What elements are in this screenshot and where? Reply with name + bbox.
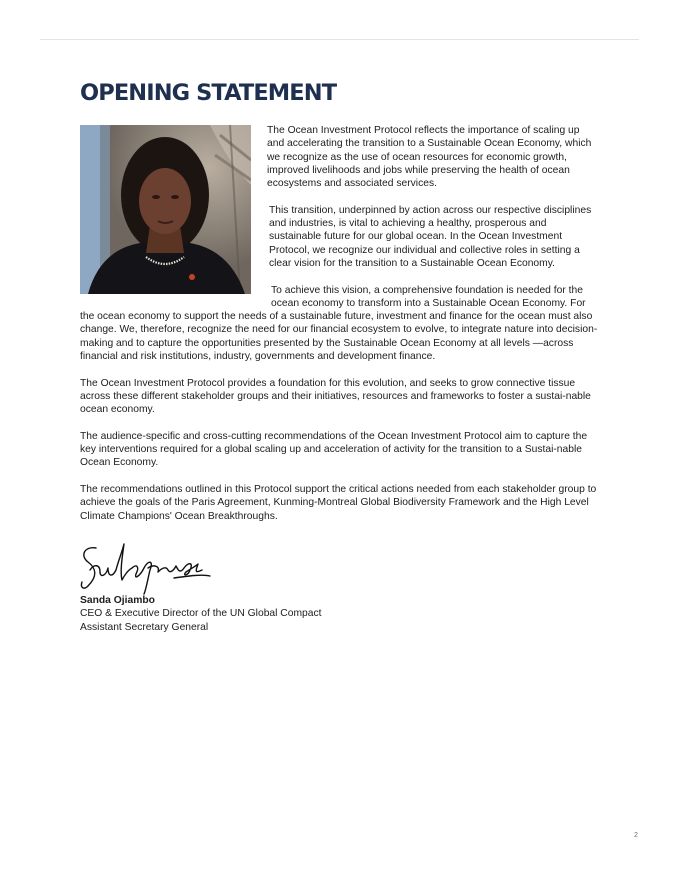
- signer-block: [80, 594, 322, 634]
- intro-text: [267, 124, 599, 310]
- page-title: OPENING STATEMENT: [80, 80, 337, 106]
- top-divider: [40, 39, 639, 40]
- signer-name: Sanda Ojiambo: [80, 595, 155, 606]
- signer-title: Assistant Secretary General: [80, 621, 209, 633]
- paragraph-3-continued: the ocean economy to support the needs of a sustainable future, investment and finance for the ocean must also change. We, therefore, recognize the need for our financial ecosystem to evolve, to integrate nature into decision-making and to capture the opportunities presented by the Sustainable Ocean Economy at all levels —across financial and risk institutions, industry, governments and development finance.: [80, 311, 598, 362]
- paragraph-6: The recommendations outlined in this Protocol support the critical actions needed from each stakeholder group to achieve the goals of the Paris Agreement, Kunming-Montreal Global Biodiversity Framework and the High Level Climate Champions' Ocean Breakthroughs.: [80, 484, 597, 522]
- handwritten-signature: [78, 540, 214, 595]
- portrait-photo: [80, 125, 251, 294]
- page-number: 2: [634, 832, 638, 839]
- paragraph-4: The Ocean Investment Protocol provides a foundation for this evolution, and seeks to grow connective tissue across these different stakeholder groups and their initiatives, resources and frameworks to foster a sustai-nable ocean economy.: [80, 377, 591, 416]
- paragraph-3-start: To achieve this vision, a comprehensive foundation is needed for the ocean economy to transform into a Sustainable Ocean Economy. For: [271, 284, 586, 310]
- signer-role: CEO & Executive Director of the UN Global Compact: [80, 608, 322, 620]
- paragraph-5: The audience-specific and cross-cutting recommendations of the Ocean Investment Protocol aim to capture the key interventions required for a global scaling up and acceleration of activity for the transition to a Sustai-nable Ocean Economy.: [80, 430, 588, 469]
- paragraph-1: The Ocean Investment Protocol reflects the importance of scaling up and accelerating the transition to a Sustainable Ocean Economy, which we recognize as the use of ocean resources for economic growth, improved livelihoods and jobs while preserving the health of ocean ecosystems and associated services.: [267, 125, 592, 190]
- paragraph-2: This transition, underpinned by action across our respective disciplines and industries, is vital to achieving a healthy, prosperous and sustainable future for our global ocean. In the Ocean Investment Protocol, we recognize our individual and collective roles in setting a clear vision for the transition to a Sustainable Ocean Economy.: [269, 204, 592, 270]
- body-text: [80, 310, 600, 523]
